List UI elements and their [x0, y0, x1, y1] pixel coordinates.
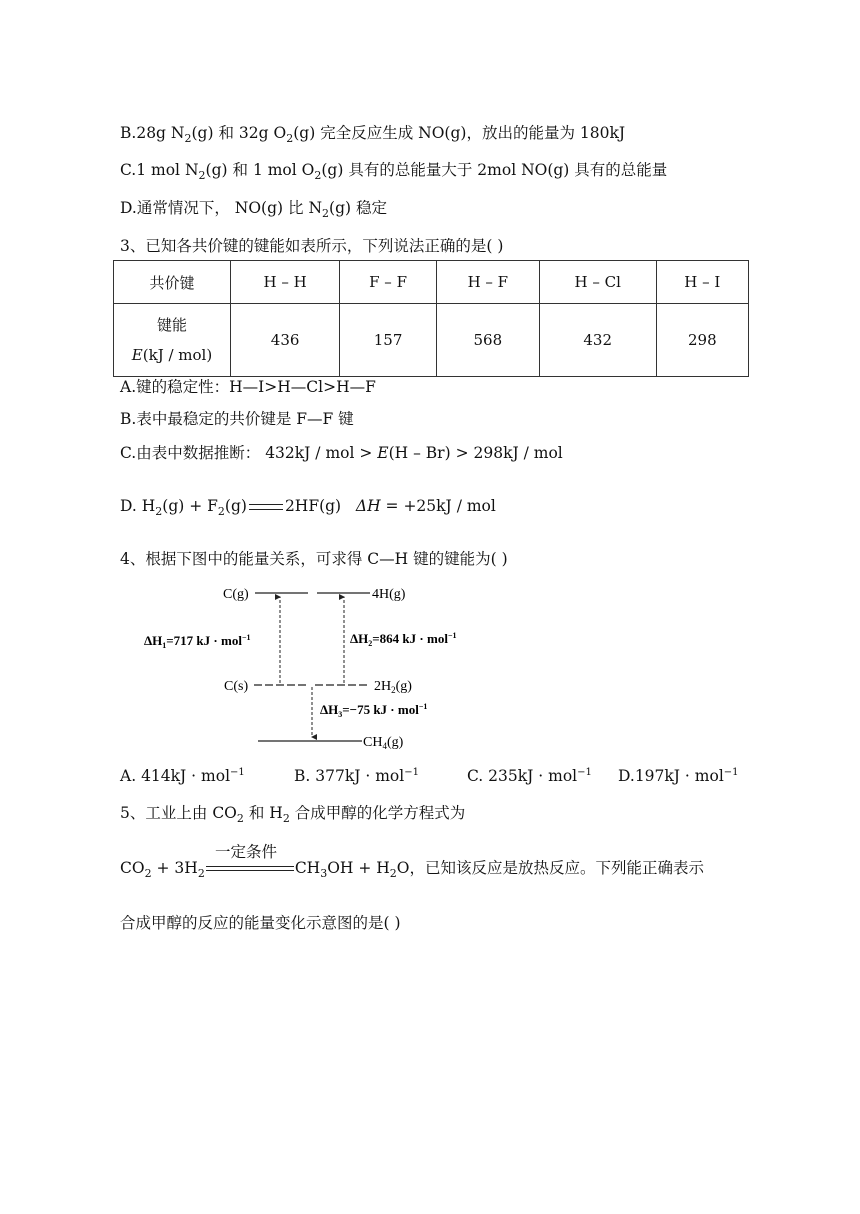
label-dh3: $\Delta H_3=-75$ kJ · mol$^{-1}$	[320, 702, 428, 719]
bond-cell: F – F	[340, 261, 437, 304]
q3-option-c: C.由表中数据推断： 432kJ / mol > E(H – Br) > 298kJ / mol	[120, 444, 563, 462]
q4-option-b: B. 377kJ · mol$^{-1}$	[294, 767, 419, 786]
option-b-prev: B.28g $N_2(g)$ 和 32g $O_2(g)$ 完全反应生成 NO(g)，放出的能量为 180kJ	[120, 124, 626, 146]
label-dh1: $\Delta H_1=717$ kJ · mol$^{-1}$	[144, 633, 251, 650]
svg-text:CH4(g): $CH_4(g)$	[363, 735, 404, 751]
option-c-prev: C.1 mol $N_2(g)$ 和 1 mol $O_2(g)$ 具有的总能量大于 2mol NO(g) 具有的总能量	[120, 161, 668, 183]
level-c-s	[224, 679, 306, 694]
value-cell: 157	[340, 304, 437, 377]
q4-option-d: D.197kJ · mol$^{-1}$	[618, 767, 739, 786]
option-d-prev: D.通常情况下， NO(g) 比 $N_2(g)$ 稳定	[120, 199, 387, 221]
label-dh2: $\Delta H_2=864$ kJ · mol$^{-1}$	[350, 631, 457, 648]
table-row	[114, 304, 749, 377]
reaction-condition: 一定条件	[215, 843, 278, 861]
level-c-g	[223, 587, 308, 602]
q5-equation-line: $CO_2 + 3H_2$ $CH_3OH + H_2O$，已知该反应是放热反应。下列能正确表示	[120, 859, 705, 881]
q3-option-a: A.键的稳定性：H—I>H—Cl>H—F	[120, 378, 376, 396]
table-row	[114, 261, 749, 304]
q3-option-d: D. $H_2(g) + F_2(g)$ 2HF(g) ΔH = +25kJ / mol	[120, 497, 496, 519]
q3-option-b: B.表中最稳定的共价键是 F—F 键	[120, 410, 354, 428]
bond-cell: H – F	[436, 261, 539, 304]
q4-option-a: A. 414kJ · mol$^{-1}$	[120, 767, 245, 786]
svg-text:C(g): C(g)	[223, 587, 249, 602]
equals-sign	[249, 504, 283, 510]
header-cell: 共价键	[114, 261, 231, 304]
svg-text:4H(g): 4H(g)	[372, 587, 406, 602]
q4-stem: 4、根据下图中的能量关系，可求得 C—H 键的键能为( )	[120, 550, 508, 568]
bond-cell: H – Cl	[539, 261, 656, 304]
bond-energy-table	[113, 260, 749, 377]
value-cell: 432	[539, 304, 656, 377]
energy-level-diagram	[130, 575, 510, 755]
level-4h-g	[317, 587, 406, 602]
svg-text:C(s): C(s)	[224, 679, 249, 694]
bond-cell: H – I	[656, 261, 748, 304]
value-cell: 436	[231, 304, 340, 377]
q3-stem: 3、已知各共价键的键能如表所示，下列说法正确的是( )	[120, 237, 504, 255]
bond-cell: H – H	[231, 261, 340, 304]
svg-text:2H2(g): $2H_2(g)$	[374, 679, 412, 695]
level-ch4-g	[258, 735, 404, 751]
q5-stem-line2: 合成甲醇的反应的能量变化示意图的是( )	[120, 914, 401, 932]
q4-option-c: C. 235kJ · mol$^{-1}$	[467, 767, 592, 786]
value-cell: 568	[436, 304, 539, 377]
q5-stem: 5、工业上由 $CO_2$ 和 $H_2$ 合成甲醇的化学方程式为	[120, 804, 466, 826]
energy-label-cell: 键能 E(kJ / mol)	[114, 304, 231, 377]
level-2h2-g	[315, 679, 412, 695]
value-cell: 298	[656, 304, 748, 377]
